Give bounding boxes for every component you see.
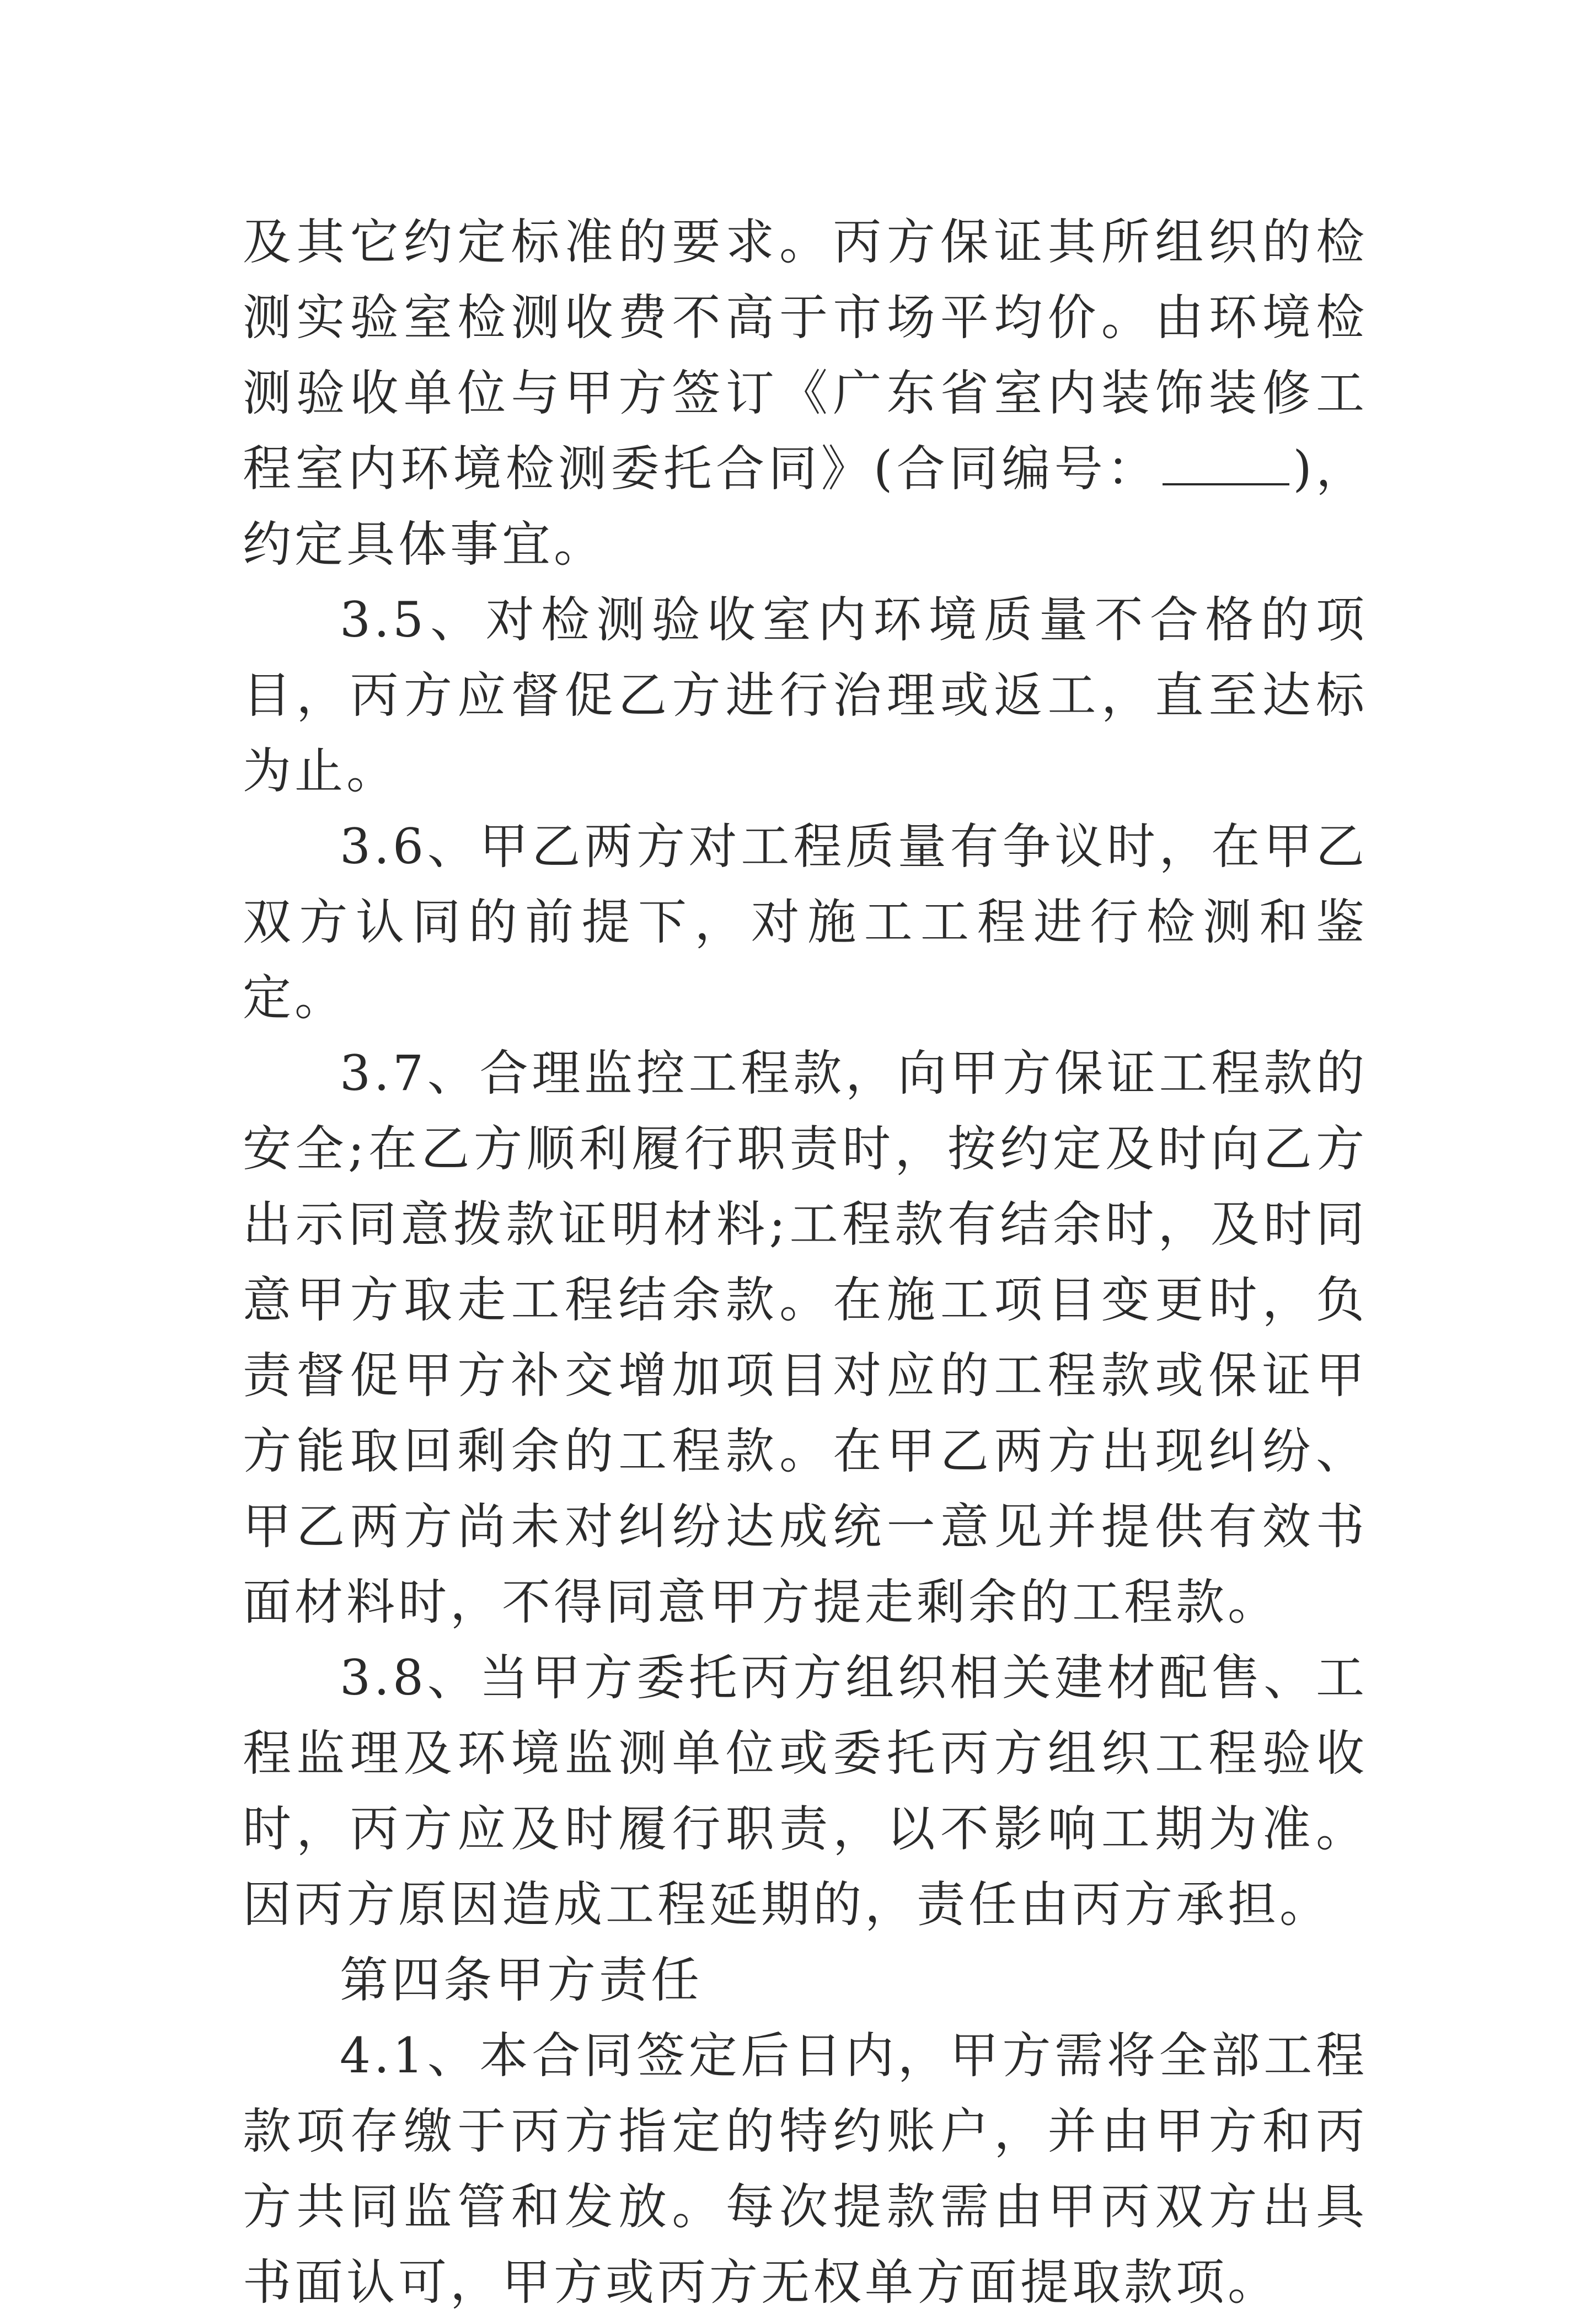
clause-3-5: 3.5、对检测验收室内环境质量不合格的项目，丙方应督促乙方进行治理或返工，直至达标为止。 <box>243 591 1368 799</box>
clause-3-6: 3.6、甲乙两方对工程质量有争议时，在甲乙双方认同的前提下，对施工工程进行检测和鉴定。 <box>243 818 1368 1026</box>
paragraph-text-tail: )，约定具体事宜。 <box>243 440 1368 573</box>
clause-4-1: 4.1、本合同签定后日内，甲方需将全部工程款项存缴于丙方指定的特约账户，并由甲方和丙方共同监管和发放。每次提款需由甲丙双方出具书面认可，甲方或丙方无权单方面提取款项。 <box>243 2027 1368 2311</box>
article-4-heading: 第四条甲方责任 <box>340 1952 703 2008</box>
paragraph-continuation <box>243 204 1368 582</box>
contract-number-blank <box>1163 443 1289 485</box>
paragraph-text: 及其它约定标准的要求。丙方保证其所组织的检测实验室检测收费不高于市场平均价。由环境检测验收单位与甲方签订《广东省室内装饰装修工程室内环境检测委托合同》(合同编号： <box>243 213 1368 497</box>
document-body <box>243 204 1368 2320</box>
clause-3-7: 3.7、合理监控工程款，向甲方保证工程款的安全;在乙方顺利履行职责时，按约定及时向乙方出示同意拨款证明材料;工程款有结余时，及时同意甲方取走工程结余款。在施工项目变更时，负责督促甲方补交增加项目对应的工程款或保证甲方能取回剩余的工程款。在甲乙两方出现纠纷、甲乙两方尚未对纠纷达成统一意见并提供有效书面材料时，不得同意甲方提走剩余的工程款。 <box>243 1045 1368 1631</box>
clause-3-8: 3.8、当甲方委托丙方组织相关建材配售、工程监理及环境监测单位或委托丙方组织工程验收时，丙方应及时履行职责，以不影响工期为准。因丙方原因造成工程延期的，责任由丙方承担。 <box>243 1649 1368 1933</box>
